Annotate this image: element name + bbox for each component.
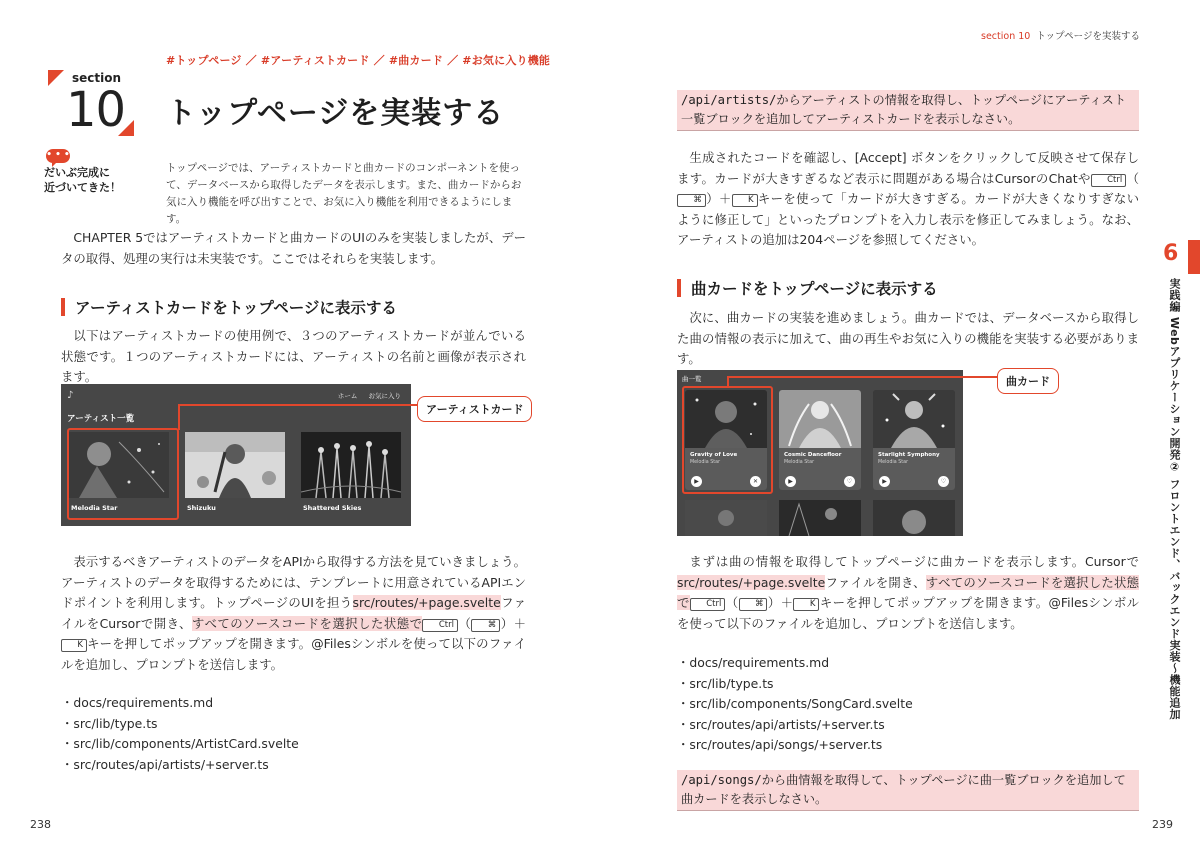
song-fetch-paragraph: まずは曲の情報を取得してトップページに曲カードを表示します。Cursorでsrc/routes/+page.svelteファイルを開き、すべてのソースコードを選択した状態で Ctrl （ ⌘ ）＋ K キーを押してポップアップを開きます。@Filesシンボルを使って以下のファイルを追加し、プロンプトを送信します。	[677, 554, 1140, 631]
artist-card	[301, 432, 401, 518]
chapter-title-vertical: 実践編 Webアプリケーション開発② フロントエンド、バックエンド実装〜機能追加	[1168, 278, 1181, 720]
list-item: ・docs/requirements.md	[61, 695, 214, 710]
file-path-highlight: src/routes/+page.svelte	[352, 595, 501, 610]
callout-line	[178, 404, 180, 430]
heading-artist-card: アーティストカードをトップページに表示する	[61, 296, 397, 318]
song-list-title: 曲一覧	[682, 375, 702, 383]
prompt-line: 一覧ブロックを追加してアーティストカードを表示しなさい。	[681, 112, 1021, 126]
song-card	[873, 390, 955, 490]
prompt-line: /api/artists/からアーティストの情報を取得し、トップページにアーティスト	[681, 93, 1127, 107]
nav-home: ホーム	[337, 392, 358, 400]
api-paragraph-text-a: 表示するべきアーティストのデータをAPIから取得する方法を見ていきましょう。アーティストのデータを取得するためには、テンプレートに用意されているAPIエンドポイントを利用します。トップページのUIを担う	[61, 554, 526, 610]
song-card	[779, 390, 861, 490]
artist-image	[301, 432, 401, 498]
ctrl-key: Ctrl	[690, 598, 726, 611]
song-title: Cosmic Dancefloor	[784, 452, 842, 458]
list-item: ・src/routes/api/artists/+server.ts	[677, 716, 885, 732]
song-image	[779, 390, 861, 448]
page-number-right: 239	[1152, 818, 1173, 831]
play-icon[interactable]: ▶	[785, 476, 796, 487]
chapter-tab	[1188, 240, 1200, 274]
prompt-box-artists	[677, 90, 1139, 131]
song-card-paragraph: 次に、曲カードの実装を進めましょう。曲カードでは、データベースから取得した曲の情報の表示に加えて、曲の再生やお気に入りの機能を実装する必要があります。	[677, 310, 1139, 366]
song-title: Starlight Symphony	[878, 452, 940, 458]
list-item: ・src/lib/type.ts	[677, 675, 774, 691]
ctrl-key: Ctrl	[1091, 174, 1127, 187]
app-logo-icon: ♪	[67, 390, 74, 401]
file-list	[677, 653, 913, 756]
select-all-highlight: すべてのソースコードを選択した状態で	[191, 615, 423, 631]
song-thumbnail	[685, 500, 767, 536]
screenshot-nav	[329, 391, 401, 400]
catch-line-2: 近づいてきた！	[44, 181, 121, 194]
accept-paragraph-text-b: キーを使って「カードが大きすぎる。カードが大きくなりすぎないように修正して」といったプロンプトを入力し表示を修正してみましょう。なお、アーティストの追加は204ページを参照してください。	[677, 191, 1140, 247]
heart-icon[interactable]: ♡	[938, 476, 949, 487]
callout-line	[727, 376, 999, 378]
speech-bubble-icon: • • •	[46, 149, 70, 163]
k-key: K	[793, 598, 819, 611]
catch-line-1: だいぶ完成に	[44, 166, 110, 179]
right-page	[600, 0, 1200, 851]
list-item: ・src/lib/components/ArtistCard.svelte	[61, 736, 299, 751]
song-fetch-text-b: ファイルを開き、	[825, 574, 926, 590]
list-item: ・src/lib/components/SongCard.svelte	[677, 696, 913, 711]
callout-artist-card: アーティストカード	[417, 396, 532, 422]
song-image	[873, 390, 955, 448]
heading-song-card: 曲カードをトップページに表示する	[677, 277, 938, 299]
play-icon[interactable]: ▶	[691, 476, 702, 487]
section-corner-top	[48, 70, 64, 86]
callout-song-card: 曲カード	[997, 368, 1059, 394]
song-artist: Melodia Star	[784, 460, 815, 465]
cmd-key: ⌘	[471, 619, 500, 632]
song-thumbnail	[873, 500, 955, 536]
select-all-highlight: すべてのソースコードを選択した状態で	[677, 574, 1139, 610]
ctrl-key: Ctrl	[422, 619, 458, 632]
close-icon[interactable]: ✕	[750, 476, 761, 487]
api-paragraph-text-c: キーを押してポップアップを開きます。@Filesシンボルを使って以下のファイルを追加し、プロンプトを送信します。	[61, 636, 526, 672]
intro-paragraph: CHAPTER 5ではアーティストカードと曲カードのUIのみを実装しましたが、データの取得、処理の実行は未実装です。ここではそれらを実装します。	[61, 230, 526, 266]
list-item: ・src/routes/api/songs/+server.ts	[677, 737, 883, 752]
artist-name: Shizuku	[187, 504, 216, 512]
artist-name: Shattered Skies	[303, 504, 362, 512]
chapter-number: 6	[1163, 241, 1179, 266]
artist-list-title: アーティスト一覧	[67, 414, 135, 424]
artist-card-highlight-frame	[67, 428, 179, 520]
list-item: ・src/lib/type.ts	[61, 715, 158, 731]
song-artist: Melodia Star	[878, 460, 909, 465]
list-item: ・docs/requirements.md	[677, 655, 830, 670]
k-key: K	[61, 639, 87, 652]
lead-paragraph: トップページでは、アーティストカードと曲カードのコンポーネントを使って、データベースから取得したデータを表示します。また、曲カードからお気に入り機能を呼び出すことで、お気に入り機能を利用できるようにします。	[166, 162, 522, 225]
running-title: トップページを実装する	[1036, 31, 1140, 42]
artist-card	[185, 432, 285, 518]
artist-name: Melodia Star	[71, 504, 118, 512]
cmd-key: ⌘	[739, 598, 768, 611]
section-label: section	[72, 71, 122, 85]
play-icon[interactable]: ▶	[879, 476, 890, 487]
running-header	[981, 28, 1140, 42]
song-fetch-text-a: まずは曲の情報を取得してトップページに曲カードを表示します。Cursorで	[689, 554, 1139, 569]
file-path-highlight: src/routes/+page.svelte	[677, 574, 826, 590]
song-artist: Melodia Star	[690, 460, 721, 465]
accept-paragraph: 生成されたコードを確認し、[Accept] ボタンをクリックして反映させて保存します。カードが大きすぎるなど表示に問題がある場合はCursorのChatや Ctrl （⌘ ）＋ K キーを使って「カードが大きすぎる。カードが大きくなりすぎないように修正して」といったプロンプトを入力し表示を修正してみましょう。なお、アーティストの追加は204ページを参照してください。	[677, 150, 1140, 247]
song-title: Gravity of Love	[690, 452, 738, 458]
nav-favorites: お気に入り	[368, 392, 401, 400]
k-key: K	[732, 194, 758, 207]
api-paragraph-text-b: ファイルをCursorで開き、	[61, 595, 526, 631]
file-list	[61, 693, 299, 775]
api-paragraph: 表示するべきアーティストのデータをAPIから取得する方法を見ていきましょう。アーティストのデータを取得するためには、テンプレートに用意されているAPIエンドポイントを利用します。トップページのUIを担うsrc/routes/+page.svelteファイルをCursorで開き、すべてのソースコードを選択した状態で Ctrl （ ⌘ ）＋K キーを押してポップアップを開きます。@Filesシンボルを使って以下のファイルを追加し、プロンプトを送信します。	[61, 554, 526, 672]
song-fetch-text-c: キーを押してポップアップを開きます。@Filesシンボルを使って以下のファイルを追加し、プロンプトを送信します。	[677, 595, 1140, 631]
song-thumbnail	[779, 500, 861, 536]
prompt-line: /api/songs/から曲情報を取得して、トップページに曲一覧ブロックを追加して	[681, 773, 1126, 787]
accept-paragraph-text-a: 生成されたコードを確認し、[Accept] ボタンをクリックして反映させて保存します。カードが大きすぎるなど表示に問題がある場合はCursorのChatや	[677, 150, 1139, 186]
hashtags: #トップページ ／ #アーティストカード ／ #曲カード ／ #お気に入り機能	[166, 54, 551, 67]
list-item: ・src/routes/api/artists/+server.ts	[61, 756, 269, 772]
callout-line	[178, 404, 418, 406]
song-card-highlight-frame	[682, 386, 773, 494]
catch-copy	[44, 165, 134, 195]
running-section: section 10	[981, 31, 1031, 42]
heart-icon[interactable]: ♡	[844, 476, 855, 487]
artist-image	[185, 432, 285, 498]
section-number: 10	[66, 82, 126, 138]
artist-usage-paragraph: 以下はアーティストカードの使用例で、３つのアーティストカードが並んでいる状態です。１つのアーティストカードには、アーティストの名前と画像が表示されます。	[61, 328, 526, 384]
page-title: トップページを実装する	[166, 96, 505, 131]
prompt-box-songs	[677, 770, 1139, 811]
cmd-key: ⌘	[677, 194, 706, 207]
prompt-line: 曲カードを表示しなさい。	[681, 792, 828, 806]
page-number-left: 238	[30, 818, 51, 831]
